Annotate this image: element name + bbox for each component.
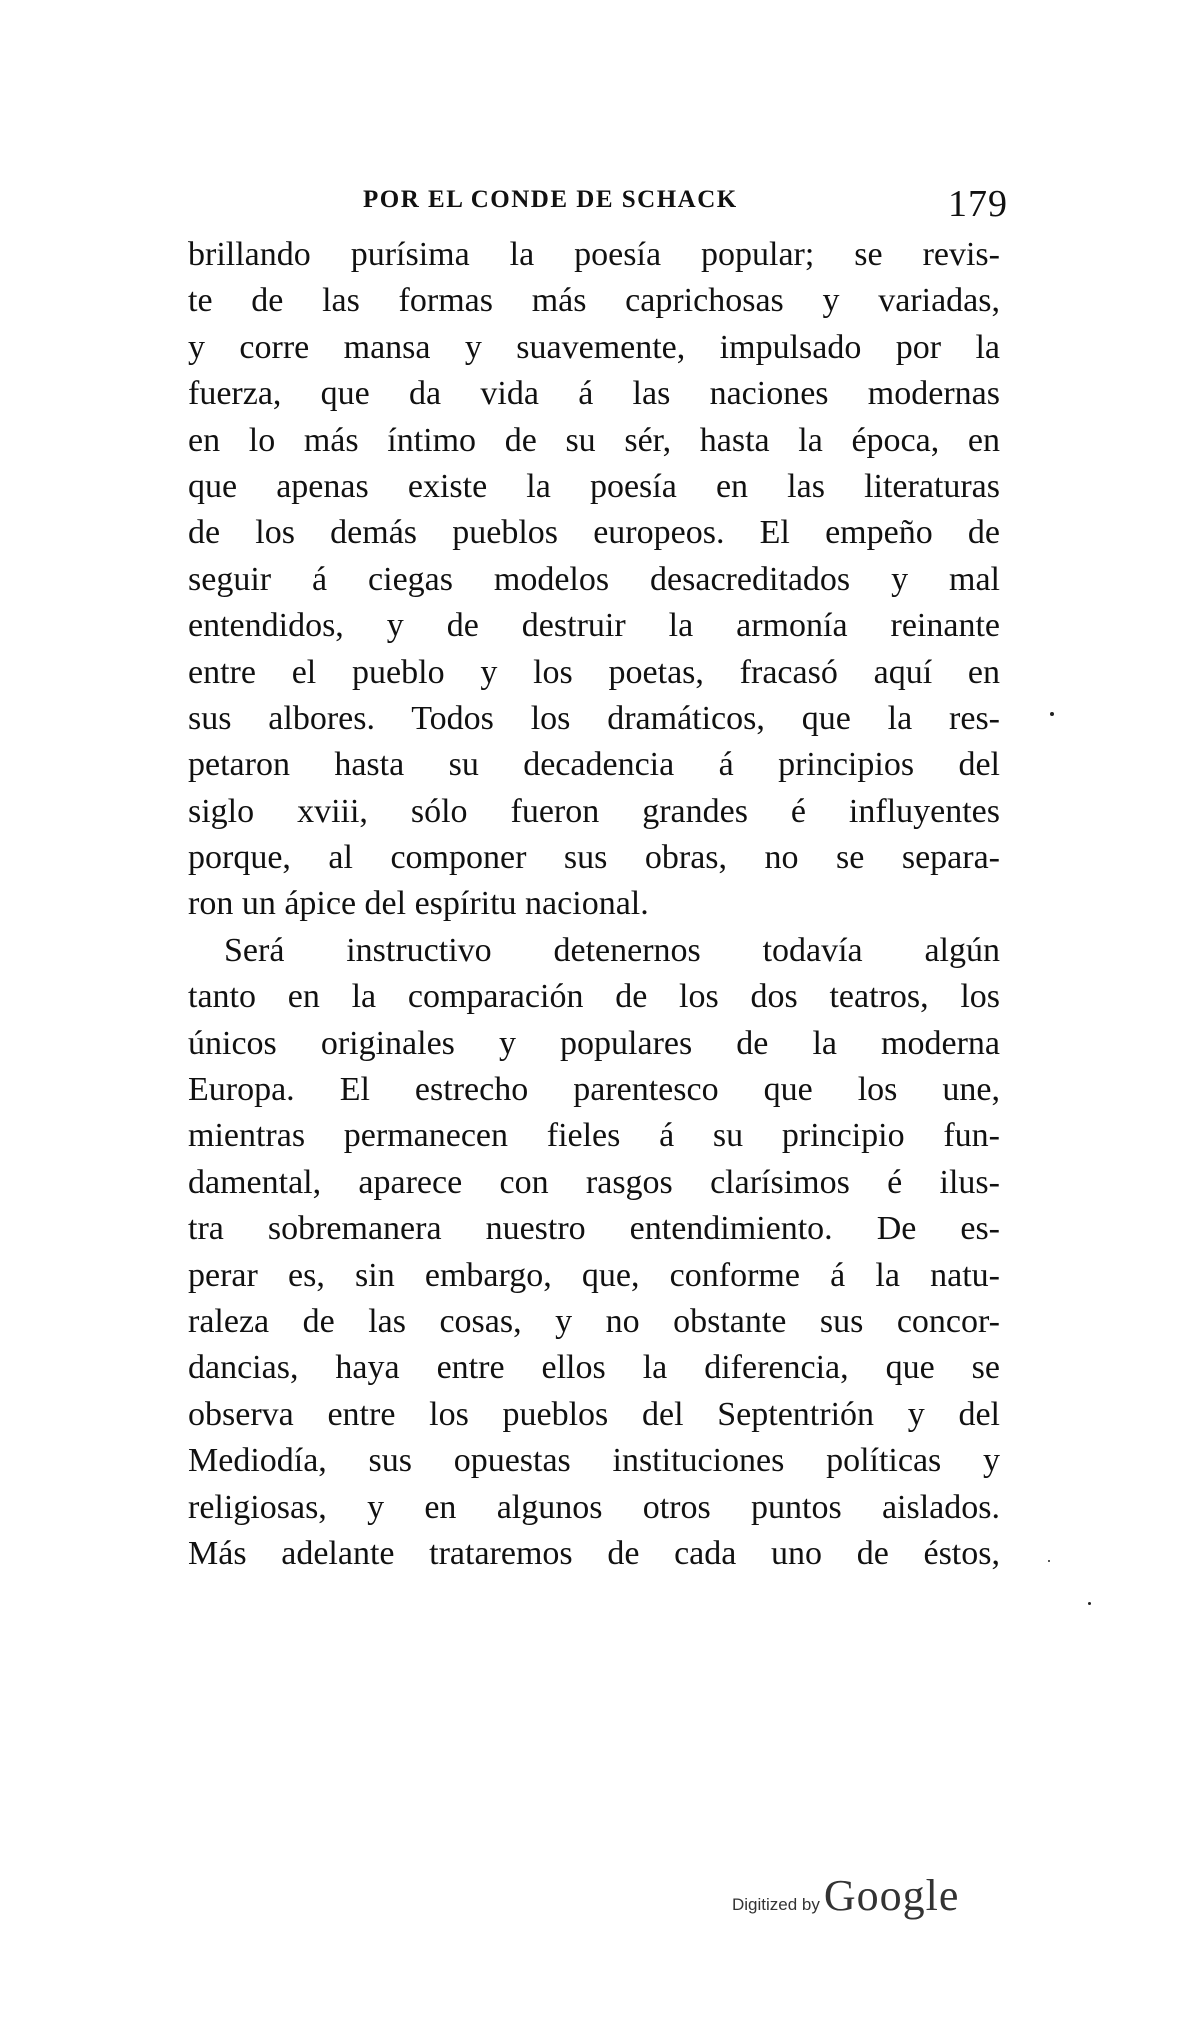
text-line: brillando purísima la poesía popular; se revis- [188, 236, 1000, 273]
text-line: porque, al componer sus obras, no se separa- [188, 839, 1000, 877]
text-line: de los demás pueblos europeos. El empeño de [188, 514, 1000, 552]
paragraph-2 [188, 928, 1000, 1577]
watermark-google-logo: Google [823, 1871, 960, 1920]
paragraph-1 [188, 232, 1000, 928]
text-line: únicos originales y populares de la moderna [188, 1024, 1000, 1062]
text-line: religiosas, y en algunos otros puntos aislados. [188, 1488, 1000, 1526]
text-line: perar es, sin embargo, que, conforme á la natu- [188, 1256, 1000, 1294]
text-line: raleza de las cosas, y no obstante sus concor- [188, 1302, 1000, 1340]
text-line: te de las formas más caprichosas y variadas, [188, 282, 1000, 320]
watermark-digitized-by: Digitized by [732, 1895, 820, 1914]
ink-speck [1050, 712, 1054, 716]
text-line: Será instructivo detenernos todavía algún [224, 931, 1000, 969]
text-line: fuerza, que da vida á las naciones modernas [188, 375, 1000, 413]
ink-speck [1048, 1560, 1050, 1562]
text-line: seguir á ciegas modelos desacreditados y mal [188, 560, 1000, 598]
text-line: siglo xviii, sólo fueron grandes é influyentes [188, 792, 1000, 830]
text-line: que apenas existe la poesía en las literaturas [188, 467, 1000, 505]
text-line: damental, aparece con rasgos clarísimos é ilus- [188, 1163, 1000, 1201]
running-title: POR EL CONDE DE SCHACK [363, 186, 738, 213]
text-line: Europa. El estrecho parentesco que los une, [188, 1071, 1000, 1109]
text-line: observa entre los pueblos del Septentrión y del [188, 1395, 1000, 1433]
body-text [188, 232, 1000, 1577]
text-line: y corre mansa y suavemente, impulsado por la [188, 328, 1000, 366]
running-head [188, 182, 1008, 230]
digitized-by-google-watermark [732, 1870, 959, 1921]
page-number: 179 [948, 183, 1008, 225]
text-line: en lo más íntimo de su sér, hasta la época, en [188, 421, 1000, 459]
text-line: sus albores. Todos los dramáticos, que la res- [188, 699, 1000, 737]
ink-speck [1088, 1602, 1091, 1605]
text-line: tra sobremanera nuestro entendimiento. De es- [188, 1210, 1000, 1248]
text-line: Mediodía, sus opuestas instituciones políticas y [188, 1442, 1000, 1480]
text-line: entendidos, y de destruir la armonía reinante [188, 607, 1000, 645]
text-line: petaron hasta su decadencia á principios del [188, 746, 1000, 784]
text-line: tanto en la comparación de los dos teatros, los [188, 978, 1000, 1016]
text-line: mientras permanecen fieles á su principio fun- [188, 1117, 1000, 1155]
text-line: entre el pueblo y los poetas, fracasó aquí en [188, 653, 1000, 691]
text-line: Más adelante trataremos de cada uno de éstos, [188, 1534, 1000, 1572]
text-line: ron un ápice del espíritu nacional. [188, 885, 649, 923]
text-line: dancias, haya entre ellos la diferencia, que se [188, 1349, 1000, 1387]
